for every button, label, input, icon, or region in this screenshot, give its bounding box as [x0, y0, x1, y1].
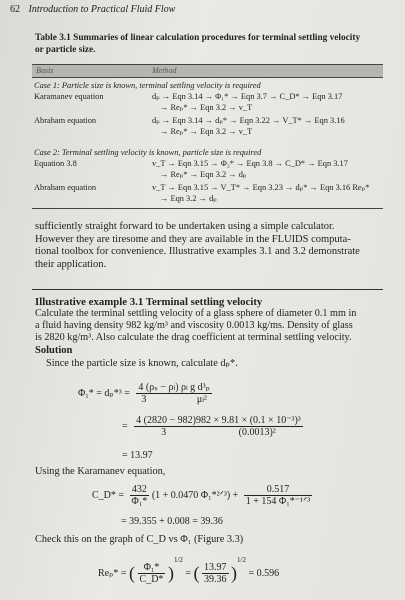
table-caption: [35, 32, 385, 56]
eq6-power-1: 1/2: [173, 556, 183, 564]
eq6-lhs: Reₚ* =: [98, 568, 127, 579]
col-method: Method: [152, 66, 177, 75]
method-cell: → Reₚ* → Eqn 3.2 → v_T: [160, 127, 253, 136]
method-cell: dₚ → Eqn 3.14 → Φ₁* → Eqn 3.7 → C_D* → Eqn 3.17: [152, 92, 343, 101]
eq4-fraction-1: [130, 484, 150, 507]
statement-line: a fluid having density 982 kg/m³ and viscosity 0.0013 kg/ms. Density of glass: [35, 320, 353, 332]
statement-line: is 2820 kg/m³. Also calculate the drag coefficient at terminal settling velocity.: [35, 332, 352, 344]
method-cell: v_T → Eqn 3.15 → V_T* → Eqn 3.23 → dₚ* → Eqn 3.16 Reₚ*: [152, 183, 370, 192]
eq1-den-b: μₗ²: [196, 394, 207, 405]
eq6-num2: 13.97: [204, 562, 227, 574]
paragraph-line: their application.: [35, 258, 107, 270]
eq2-equals: =: [122, 420, 128, 432]
table-header: [32, 64, 383, 78]
example-rule: [32, 289, 383, 290]
eq1-numerator: 4 (ρₛ − ρₗ) ρₗ g d³ₚ: [138, 382, 210, 393]
eq6-fraction-2: [202, 562, 229, 585]
paragraph-line: tional toolbox for convenience. Illustrative examples 3.1 and 3.2 demonstrate: [35, 246, 360, 258]
solution-heading: Solution: [35, 345, 73, 356]
eq4-den2: 1 + 154 Φ₁*⁻¹ᐟ³: [245, 496, 311, 507]
equation-drag-result: = 39.355 + 0.008 = 39.36: [121, 516, 223, 527]
paragraph-line: However they are tiresome and they are available in the FLUIDS computa-: [35, 233, 351, 245]
method-cell: → Eqn 3.2 → dₚ: [160, 194, 217, 203]
method-cell: dₚ → Eqn 3.14 → dₚ* → Eqn 3.22 → V_T* → Eqn 3.16: [152, 116, 345, 125]
example-statement: [35, 308, 387, 345]
case2-title: Case 2: Terminal settling velocity is known, particle size is required: [34, 148, 262, 157]
eq4-fraction-2: [244, 484, 312, 507]
caption-line-2: or particle size.: [35, 45, 96, 55]
running-header: [10, 4, 175, 15]
case1-title: Case 1: Particle size is known, terminal settling velocity is required: [34, 81, 261, 90]
eq4-num2: 0.517: [244, 484, 312, 496]
example-title: Illustrative example 3.1 Terminal settling velocity: [35, 296, 263, 308]
eq6-den1: C_D*: [139, 574, 164, 586]
running-title: Introduction to Practical Fluid Flow: [28, 4, 176, 15]
method-cell: → Reₚ* → Eqn 3.2 → dₚ: [160, 170, 247, 179]
eq6-result: = 0.596: [248, 568, 280, 579]
eq1-denominator: [136, 394, 212, 405]
karamanev-intro: Using the Karamanev equation,: [35, 466, 166, 477]
figure-check-line: Check this on the graph of C_D vs Φ₁ (Figure 3.3): [35, 534, 244, 545]
paragraph-line: sufficiently straight forward to be undertaken using a simple calculator.: [35, 221, 335, 232]
eq6-lparen: (: [129, 563, 136, 584]
eq6-equals: =: [185, 568, 192, 579]
col-basis: Basis: [36, 66, 54, 75]
eq2-numerator: 4 (2820 − 982)982 × 9.81 × (0.1 × 10⁻³)³: [136, 415, 301, 426]
eq6-power-2: 1/2: [237, 556, 246, 564]
eq1-den-a: 3: [141, 394, 147, 405]
equation-drag-coefficient: [92, 484, 312, 507]
table-bottom-rule: [32, 208, 383, 209]
eq1-fraction: [136, 382, 212, 405]
basis-cell: Equation 3.8: [34, 159, 77, 168]
eq6-lparen-2: (: [193, 563, 200, 584]
basis-cell: Karamanev equation: [34, 92, 104, 101]
eq4-paren: (1 + 0.0470 Φ₁*²ᐟ³) +: [151, 489, 239, 501]
method-cell: v_T → Eqn 3.15 → Φ₂* → Eqn 3.8 → C_D* → Eqn 3.17: [152, 159, 348, 168]
caption-line-1: Table 3.1 Summaries of linear calculation procedures for terminal settling velocity: [35, 33, 361, 43]
eq6-rparen: ): [167, 563, 174, 584]
eq2-den-a: 3: [161, 427, 167, 438]
body-paragraph: [35, 221, 385, 271]
basis-cell: Abraham equation: [34, 183, 97, 192]
eq4-num1: 432: [130, 484, 150, 496]
eq2-fraction: [134, 415, 303, 438]
eq6-den2: 39.36: [204, 574, 227, 586]
equation-phi-substitution: [122, 415, 303, 438]
eq2-den-b: (0.0013)²: [238, 427, 276, 438]
equation-phi-result: = 13.97: [122, 450, 153, 461]
eq6-fraction-1: [138, 562, 166, 585]
method-cell: → Reₚ* → Eqn 3.2 → v_T: [160, 103, 253, 112]
eq2-denominator: [134, 427, 303, 438]
eq6-num1: Φ₁*: [138, 562, 166, 574]
eq1-lhs: Φ₁* = dₚ*³ =: [78, 387, 130, 399]
eq4-lhs: C_D* =: [92, 489, 125, 501]
eq6-rparen-2: ): [231, 563, 238, 584]
solution-intro: Since the particle size is known, calculate dₚ*.: [46, 358, 238, 369]
statement-line: Calculate the terminal settling velocity of a glass sphere of diameter 0.1 mm in: [35, 308, 357, 319]
eq4-den1: Φ₁*: [131, 496, 148, 507]
equation-reynolds: [98, 556, 279, 585]
basis-cell: Abraham equation: [34, 116, 97, 125]
equation-phi-definition: [78, 382, 212, 405]
page-number: 62: [10, 4, 20, 15]
